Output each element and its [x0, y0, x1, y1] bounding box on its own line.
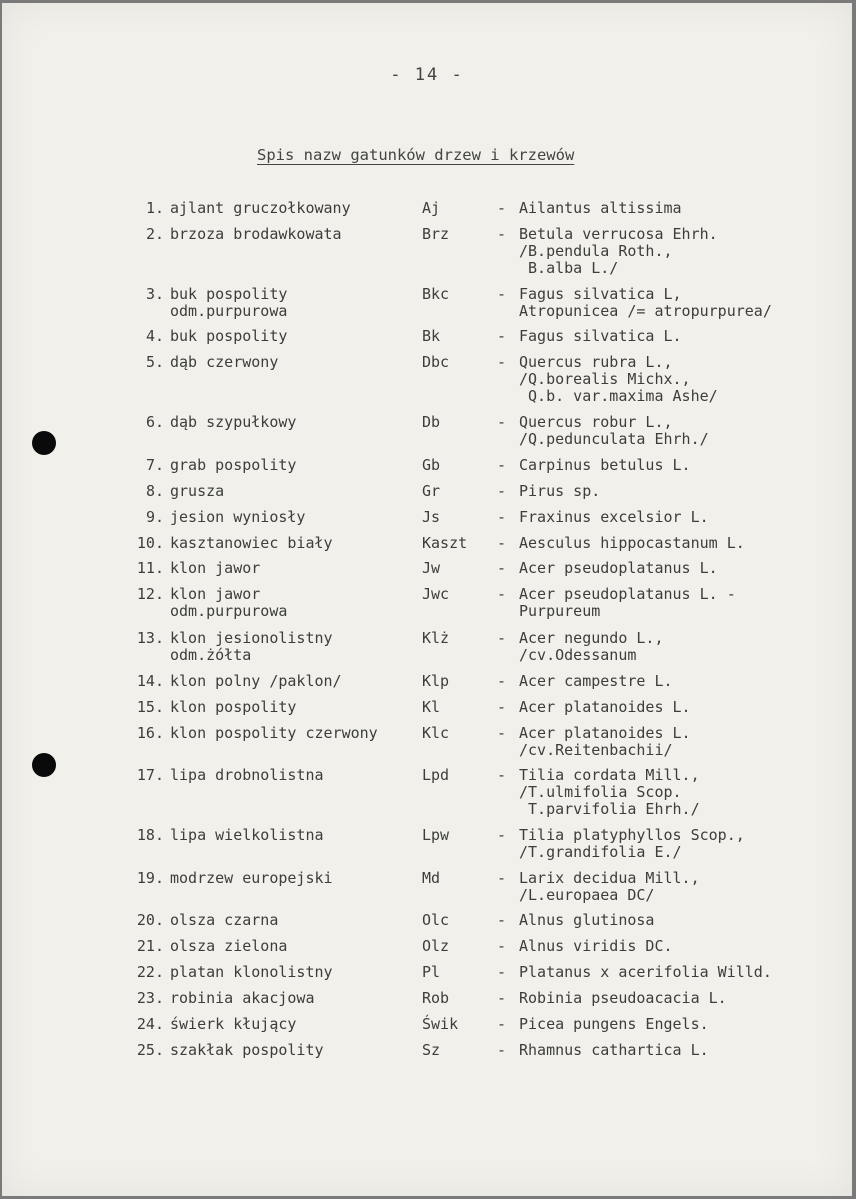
entry-number: 23.	[136, 989, 164, 1007]
latin-name: Acer campestre L.	[519, 672, 673, 690]
entry-number: 12.	[136, 585, 164, 603]
separator-dash: -	[497, 327, 507, 345]
abbreviation: Pl	[422, 963, 441, 981]
separator-dash: -	[497, 456, 507, 474]
abbreviation: Klp	[422, 672, 450, 690]
entry-number: 1.	[145, 199, 164, 217]
latin-name: Tilia platyphyllos Scop., /T.grandifolia E./	[519, 826, 745, 861]
polish-name: lipa wielkolistna	[170, 826, 324, 844]
latin-name: Quercus robur L., /Q.pedunculata Ehrh./	[519, 413, 709, 448]
latin-name: Acer negundo L., /cv.Odessanum	[519, 629, 664, 664]
abbreviation: Gb	[422, 456, 441, 474]
separator-dash: -	[497, 911, 507, 929]
separator-dash: -	[497, 225, 507, 243]
abbreviation: Js	[422, 508, 441, 526]
latin-name: Acer platanoides L.	[519, 698, 691, 716]
document-page	[2, 3, 852, 1196]
separator-dash: -	[497, 585, 507, 603]
abbreviation: Jw	[422, 559, 441, 577]
polish-name: klon polny /paklon/	[170, 672, 342, 690]
polish-name: lipa drobnolistna	[170, 766, 324, 784]
abbreviation: Sz	[422, 1041, 441, 1059]
latin-name: Betula verrucosa Ehrh. /B.pendula Roth., B.alba L./	[519, 225, 718, 277]
latin-name: Fraxinus excelsior L.	[519, 508, 709, 526]
separator-dash: -	[497, 482, 507, 500]
polish-name: olsza zielona	[170, 937, 288, 955]
separator-dash: -	[497, 285, 507, 303]
abbreviation: Klc	[422, 724, 450, 742]
entry-number: 18.	[136, 826, 164, 844]
polish-name: robinia akacjowa	[170, 989, 315, 1007]
entry-number: 21.	[136, 937, 164, 955]
entry-number: 17.	[136, 766, 164, 784]
abbreviation: Olz	[422, 937, 450, 955]
page-number: - 14 -	[390, 65, 464, 85]
latin-name: Acer pseudoplatanus L.	[519, 559, 718, 577]
separator-dash: -	[497, 353, 507, 371]
latin-name: Platanus x acerifolia Willd.	[519, 963, 772, 981]
separator-dash: -	[497, 1015, 507, 1033]
entry-number: 10.	[136, 534, 164, 552]
polish-name: szakłak pospolity	[170, 1041, 324, 1059]
entry-number: 13.	[136, 629, 164, 647]
polish-name: olsza czarna	[170, 911, 279, 929]
abbreviation: Aj	[422, 199, 441, 217]
separator-dash: -	[497, 724, 507, 742]
abbreviation: Świk	[422, 1015, 459, 1033]
punch-hole	[32, 431, 56, 455]
polish-name: modrzew europejski	[170, 869, 333, 887]
abbreviation: Bk	[422, 327, 441, 345]
polish-name: dąb czerwony	[170, 353, 279, 371]
entry-number: 5.	[145, 353, 164, 371]
polish-name: ajlant gruczołkowany	[170, 199, 351, 217]
separator-dash: -	[497, 826, 507, 844]
latin-name: Pirus sp.	[519, 482, 601, 500]
latin-name: Acer pseudoplatanus L. - Purpureum	[519, 585, 736, 620]
entry-number: 19.	[136, 869, 164, 887]
entry-number: 4.	[145, 327, 164, 345]
latin-name: Picea pungens Engels.	[519, 1015, 709, 1033]
latin-name: Alnus glutinosa	[519, 911, 655, 929]
polish-name: grab pospolity	[170, 456, 297, 474]
abbreviation: Lpd	[422, 766, 450, 784]
entry-number: 2.	[145, 225, 164, 243]
abbreviation: Brz	[422, 225, 450, 243]
abbreviation: Dbc	[422, 353, 450, 371]
separator-dash: -	[497, 413, 507, 431]
latin-name: Quercus rubra L., /Q.borealis Michx., Q.b. var.maxima Ashe/	[519, 353, 718, 405]
entry-number: 16.	[136, 724, 164, 742]
latin-name: Tilia cordata Mill., /T.ulmifolia Scop. T.parvifolia Ehrh./	[519, 766, 700, 818]
separator-dash: -	[497, 766, 507, 784]
abbreviation: Kl	[422, 698, 441, 716]
latin-name: Ailantus altissima	[519, 199, 682, 217]
abbreviation: Kaszt	[422, 534, 468, 552]
polish-name: jesion wyniosły	[170, 508, 306, 526]
abbreviation: Rob	[422, 989, 450, 1007]
polish-name: buk pospolity odm.purpurowa	[170, 285, 288, 320]
polish-name: kasztanowiec biały	[170, 534, 333, 552]
separator-dash: -	[497, 629, 507, 647]
entry-number: 15.	[136, 698, 164, 716]
polish-name: buk pospolity	[170, 327, 288, 345]
abbreviation: Db	[422, 413, 441, 431]
separator-dash: -	[497, 672, 507, 690]
entry-number: 14.	[136, 672, 164, 690]
abbreviation: Lpw	[422, 826, 450, 844]
polish-name: świerk kłujący	[170, 1015, 297, 1033]
latin-name: Robinia pseudoacacia L.	[519, 989, 727, 1007]
entry-number: 8.	[145, 482, 164, 500]
polish-name: dąb szypułkowy	[170, 413, 297, 431]
abbreviation: Klż	[422, 629, 450, 647]
separator-dash: -	[497, 534, 507, 552]
separator-dash: -	[497, 199, 507, 217]
polish-name: klon jawor odm.purpurowa	[170, 585, 288, 620]
separator-dash: -	[497, 937, 507, 955]
latin-name: Fagus silvatica L, Atropunicea /= atropurpurea/	[519, 285, 772, 320]
latin-name: Rhamnus cathartica L.	[519, 1041, 709, 1059]
entry-number: 3.	[145, 285, 164, 303]
polish-name: klon jesionolistny odm.żółta	[170, 629, 333, 664]
separator-dash: -	[497, 1041, 507, 1059]
polish-name: klon pospolity czerwony	[170, 724, 378, 742]
latin-name: Aesculus hippocastanum L.	[519, 534, 745, 552]
separator-dash: -	[497, 698, 507, 716]
page-title: Spis nazw gatunków drzew i krzewów	[257, 146, 575, 164]
entry-number: 24.	[136, 1015, 164, 1033]
polish-name: brzoza brodawkowata	[170, 225, 342, 243]
latin-name: Fagus silvatica L.	[519, 327, 682, 345]
separator-dash: -	[497, 963, 507, 981]
punch-hole	[32, 753, 56, 777]
polish-name: klon pospolity	[170, 698, 297, 716]
polish-name: grusza	[170, 482, 225, 500]
abbreviation: Gr	[422, 482, 441, 500]
polish-name: klon jawor	[170, 559, 261, 577]
entry-number: 22.	[136, 963, 164, 981]
latin-name: Larix decidua Mill., /L.europaea DC/	[519, 869, 700, 904]
entry-number: 20.	[136, 911, 164, 929]
separator-dash: -	[497, 989, 507, 1007]
separator-dash: -	[497, 508, 507, 526]
latin-name: Acer platanoides L. /cv.Reitenbachii/	[519, 724, 691, 759]
abbreviation: Olc	[422, 911, 450, 929]
entry-number: 7.	[145, 456, 164, 474]
entry-number: 25.	[136, 1041, 164, 1059]
separator-dash: -	[497, 559, 507, 577]
abbreviation: Md	[422, 869, 441, 887]
polish-name: platan klonolistny	[170, 963, 333, 981]
separator-dash: -	[497, 869, 507, 887]
entry-number: 6.	[145, 413, 164, 431]
latin-name: Carpinus betulus L.	[519, 456, 691, 474]
entry-number: 11.	[136, 559, 164, 577]
entry-number: 9.	[145, 508, 164, 526]
abbreviation: Bkc	[422, 285, 450, 303]
abbreviation: Jwc	[422, 585, 450, 603]
latin-name: Alnus viridis DC.	[519, 937, 673, 955]
